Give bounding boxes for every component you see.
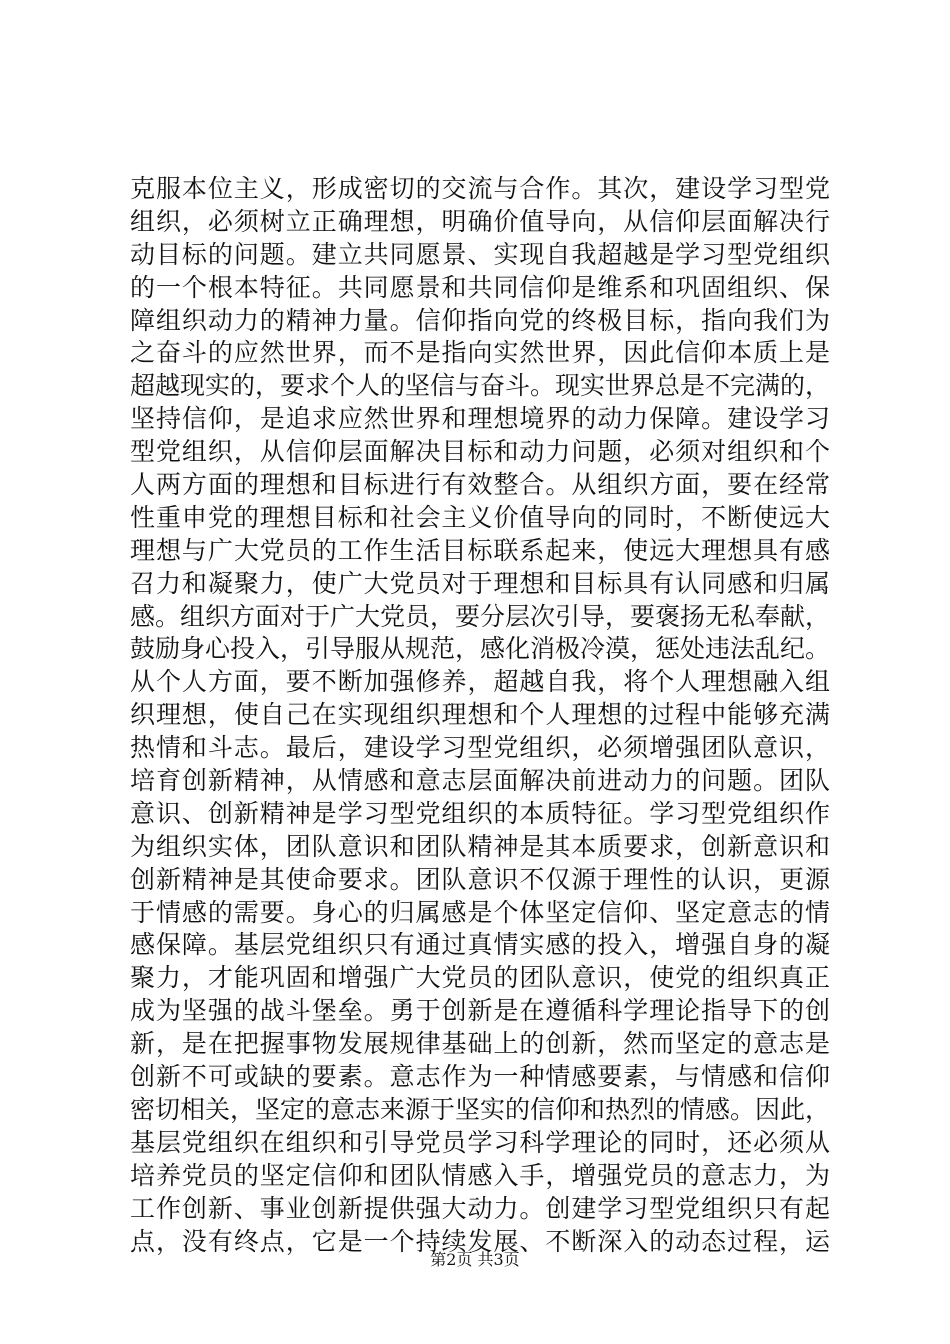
text-line: 性重申党的理想目标和社会主义价值导向的同时，不断使远大 — [130, 502, 830, 532]
text-line: 组织，必须树立正确理想，明确价值导向，从信仰层面解决行 — [130, 206, 830, 236]
text-line: 型党组织，从信仰层面解决目标和动力问题，必须对组织和个 — [130, 437, 830, 467]
text-line: 为组织实体，团队意识和团队精神是其本质要求，创新意识和 — [130, 831, 830, 861]
text-line: 新，是在把握事物发展规律基础上的创新，然而坚定的意志是 — [130, 1029, 830, 1059]
text-line: 的一个根本特征。共同愿景和共同信仰是维系和巩固组织、保 — [130, 272, 830, 302]
text-line: 感。组织方面对于广大党员，要分层次引导，要褒扬无私奉献， — [130, 601, 831, 631]
body-text — [130, 173, 830, 1258]
text-line: 点，没有终点，它是一个持续发展、不断深入的动态过程，运 — [130, 1226, 830, 1256]
text-line: 从个人方面，要不断加强修养，超越自我，将个人理想融入组 — [130, 667, 830, 697]
page-footer: 第2页 共3页 — [430, 1250, 520, 1269]
text-line: 理想与广大党员的工作生活目标联系起来，使远大理想具有感 — [130, 535, 830, 565]
text-line: 感保障。基层党组织只有通过真情实感的投入，增强自身的凝 — [130, 930, 830, 960]
text-line: 密切相关，坚定的意志来源于坚实的信仰和热烈的情感。因此， — [130, 1094, 831, 1124]
text-line: 工作创新、事业创新提供强大动力。创建学习型党组织只有起 — [130, 1193, 830, 1223]
text-line: 于情感的需要。身心的归属感是个体坚定信仰、坚定意志的情 — [130, 897, 830, 927]
text-line: 创新不可或缺的要素。意志作为一种情感要素，与情感和信仰 — [130, 1062, 830, 1092]
text-line: 创新精神是其使命要求。团队意识不仅源于理性的认识，更源 — [130, 864, 830, 894]
text-line: 动目标的问题。建立共同愿景、实现自我超越是学习型党组织 — [130, 239, 830, 269]
text-line: 之奋斗的应然世界，而不是指向实然世界，因此信仰本质上是 — [130, 338, 830, 368]
text-line: 鼓励身心投入，引导服从规范，感化消极冷漠，惩处违法乱纪。 — [130, 634, 831, 664]
text-line: 成为坚强的战斗堡垒。勇于创新是在遵循科学理论指导下的创 — [130, 996, 830, 1026]
text-line: 热情和斗志。最后，建设学习型党组织，必须增强团队意识， — [130, 733, 830, 763]
text-line: 障组织动力的精神力量。信仰指向党的终极目标，指向我们为 — [130, 305, 830, 335]
text-line: 培育创新精神，从情感和意志层面解决前进动力的问题。团队 — [130, 766, 830, 796]
text-line: 超越现实的，要求个人的坚信与奋斗。现实世界总是不完满的， — [130, 371, 831, 401]
text-line: 意识、创新精神是学习型党组织的本质特征。学习型党组织作 — [130, 798, 830, 828]
text-line: 培养党员的坚定信仰和团队情感入手，增强党员的意志力，为 — [130, 1160, 830, 1190]
text-line: 坚持信仰，是追求应然世界和理想境界的动力保障。建设学习 — [130, 404, 830, 434]
text-line: 聚力，才能巩固和增强广大党员的团队意识，使党的组织真正 — [130, 963, 830, 993]
text-line: 基层党组织在组织和引导党员学习科学理论的同时，还必须从 — [130, 1127, 830, 1157]
text-line: 人两方面的理想和目标进行有效整合。从组织方面，要在经常 — [130, 470, 830, 500]
text-line: 织理想，使自己在实现组织理想和个人理想的过程中能够充满 — [130, 700, 830, 730]
text-line: 克服本位主义，形成密切的交流与合作。其次，建设学习型党 — [130, 174, 830, 203]
text-line: 召力和凝聚力，使广大党员对于理想和目标具有认同感和归属 — [130, 568, 830, 598]
